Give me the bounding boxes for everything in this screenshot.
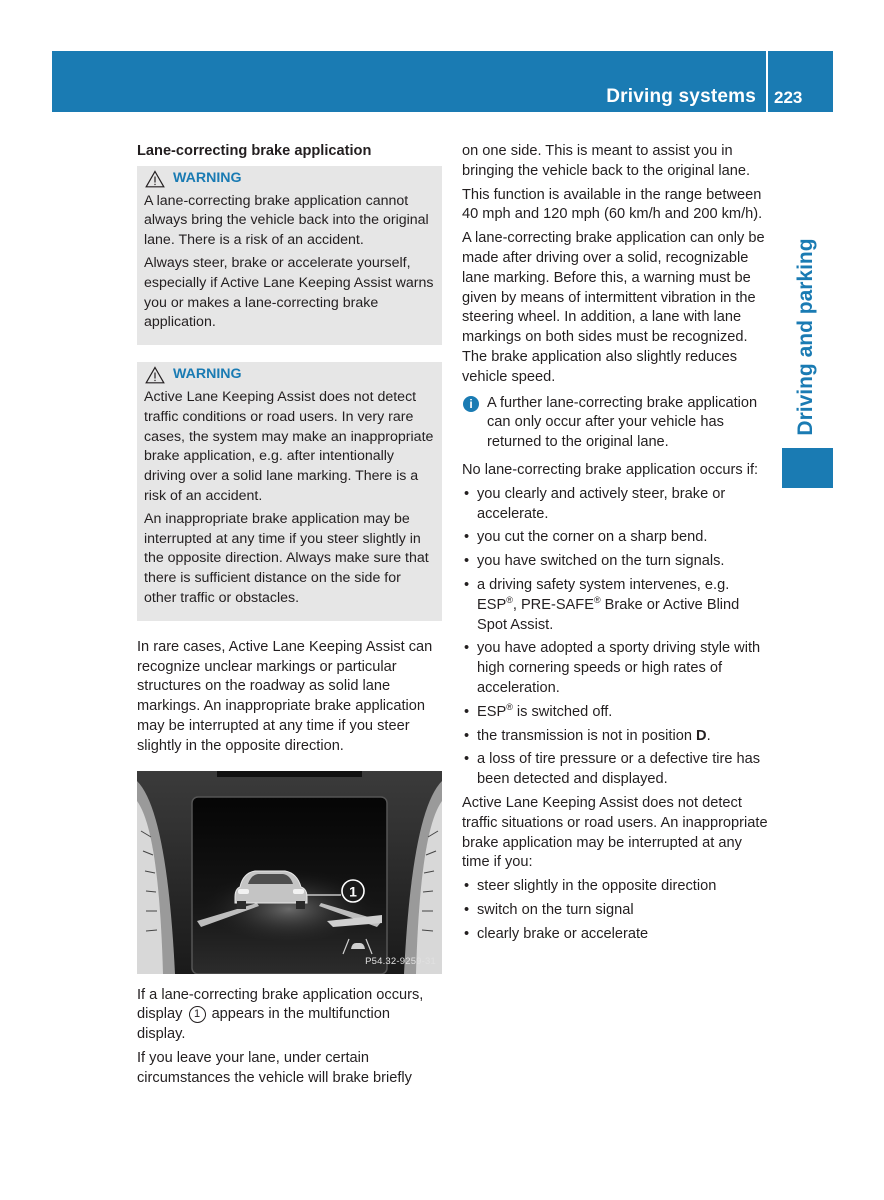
side-tab-marker — [782, 448, 833, 488]
text-run: the transmission is not in position — [477, 727, 697, 744]
warning-triangle-icon — [145, 366, 165, 384]
text-run: is switched off. — [512, 703, 613, 720]
text-run: appears in the multifunction display. — [137, 1006, 391, 1043]
list-item: • a loss of tire pressure or a defective tire has been detected and displayed. — [462, 750, 768, 790]
info-icon: i — [463, 396, 479, 412]
paragraph: on one side. This is meant to assist you in bringing the vehicle back to the original lane. — [462, 143, 751, 179]
text-run: If a lane-correcting brake application occurs, display — [137, 986, 424, 1023]
text-run: . — [706, 727, 711, 744]
list-item: • you cut the corner on a sharp bend. — [462, 528, 768, 548]
right-column — [462, 142, 768, 948]
warning-text: A lane-correcting brake application cannot always bring the vehicle back into the original lane. There is a risk of an accident. — [144, 192, 429, 249]
list-item: • clearly brake or accelerate — [462, 925, 768, 945]
paragraph: No lane-correcting brake application occurs if: — [462, 461, 759, 478]
list-item: • you clearly and actively steer, brake or accelerate. — [462, 485, 768, 525]
page-number: 223 — [774, 88, 803, 107]
dashboard-display-figure — [137, 771, 442, 974]
info-text: A further lane-correcting brake application can only occur after your vehicle has returned to the original lane. — [487, 394, 758, 451]
gear-position: D — [696, 727, 707, 744]
paragraph: This function is available in the range between 40 mph and 120 mph (60 km/h and 200 km/h). — [462, 186, 763, 223]
text-run: Brake or Active Blind Spot Assist. — [477, 596, 740, 633]
registered-mark: ® — [506, 701, 513, 712]
list-item — [462, 727, 768, 747]
warning-box — [137, 362, 442, 621]
side-tab — [780, 232, 832, 442]
warning-text: Active Lane Keeping Assist does not detect traffic conditions or road users. In very rare cases, the system may make an inappropriate brake application, e.g. after intentionally driving over a solid lane marking. There is a risk of an accident. — [144, 388, 434, 504]
list-item: • you have switched on the turn signals. — [462, 552, 768, 572]
list-item — [462, 576, 768, 635]
warning-triangle-icon — [145, 170, 165, 188]
registered-mark: ® — [593, 594, 601, 605]
callout-number: 1 — [189, 1006, 206, 1023]
condition-list — [462, 485, 768, 790]
paragraph — [137, 986, 442, 1045]
interrupt-list — [462, 877, 768, 944]
left-column — [137, 142, 442, 1093]
instrument-cluster-illustration — [137, 771, 442, 974]
list-item: • switch on the turn signal — [462, 901, 768, 921]
warning-header — [144, 365, 435, 385]
warning-text: Always steer, brake or accelerate yourself, especially if Active Lane Keeping Assist warns you or makes a lane-correcting brake application. — [144, 254, 434, 331]
warning-header — [144, 169, 435, 189]
heading: Lane-correcting brake application — [137, 143, 372, 159]
warning-label: WARNING — [173, 169, 242, 186]
paragraph: If you leave your lane, under certain circumstances the vehicle will brake briefly — [137, 1049, 412, 1086]
paragraph: A lane-correcting brake application can only be made after driving over a solid, recognizable lane marking. Before this, a warning must be given by means of intermittent vibration in the steering wheel. In addition, a lane with lane markings on both sides must be recognized. The brake application also slightly reduces vehicle speed. — [462, 230, 765, 385]
text-run: , PRE-SAFE — [512, 596, 594, 613]
paragraph: In rare cases, Active Lane Keeping Assist can recognize unclear markings or particular structures on the roadway as solid lane markings. An inappropriate brake application may be interrupted at any time if you steer slightly in the opposite direction. — [137, 638, 433, 754]
warning-text: An inappropriate brake application may be interrupted at any time if you steer slightly in the opposite direction. Always make sure that there is sufficient distance on the side for other traffic or obstacles. — [144, 510, 429, 606]
side-tab-label: Driving and parking — [794, 238, 817, 436]
list-item — [462, 703, 768, 723]
text-run: a driving safety system intervenes, e.g. ESP — [477, 576, 730, 613]
header-divider — [766, 51, 768, 112]
figure-id: P54.32-9259-31 — [365, 955, 436, 967]
section-title: Driving systems — [606, 86, 756, 107]
figure-callout-label: 1 — [349, 883, 357, 900]
list-item: • steer slightly in the opposite direction — [462, 877, 768, 897]
paragraph: Active Lane Keeping Assist does not detect traffic situations or road users. An inappropriate brake application may be interrupted at any time if you: — [462, 794, 768, 871]
header-bar — [52, 51, 833, 112]
warning-box — [137, 166, 442, 345]
list-item: • you have adopted a sporty driving style with high cornering speeds or high rates of acceleration. — [462, 639, 768, 698]
warning-label: WARNING — [173, 366, 242, 383]
text-run: ESP — [477, 703, 507, 720]
registered-mark: ® — [506, 594, 513, 605]
info-note — [462, 394, 768, 453]
